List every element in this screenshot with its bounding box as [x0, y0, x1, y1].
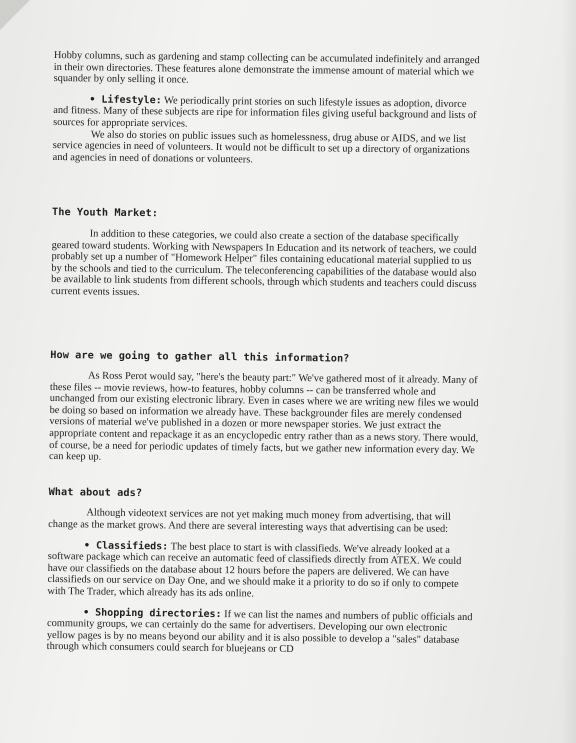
classifieds-text: The best place to start is with classifieds. We've already looked at a software package which can receive an automatic feed of classifieds directly from ATEX. We could have our classifieds on the database about 12 hours before the papers are delivered. We can have classifieds on our service on Day One, and we should make it a priority to do so if only to compete with The Trader, which already has its ads online. — [47, 541, 462, 600]
paragraph-classifieds — [47, 540, 478, 603]
page-content — [47, 50, 484, 658]
lifestyle-lead: • Lifestyle: — [89, 94, 162, 107]
paragraph-lifestyle — [53, 94, 483, 134]
paragraph-gather: As Ross Perot would say, "here's the beauty part:" We've gathered most of it already. Many of these files -- movie reviews, how-to features, hobby columns -- can be transferred whole and unchanged from our existing electronic library. Even in cases where we are writing new files we would be doing so based on information we already have. These backgrounder files are merely condensed versions of material we've published in a dozen or more newspaper stories. We just extract the appropriate content and repackage it as an encyclopedic entry rather than as a news story. There would, of course, be a need for periodic updates of timely facts, but we gather new information every day. We can keep up. — [48, 370, 479, 463]
paragraph-youth: In addition to these categories, we could also create a section of the database specifically geared toward students. Working with Newspapers In Education and its network of teachers, we could probably set up a number of "Homework Helper" files containing educational material supplied to us by the schools and tied to the curriculum. The teleconferencing capabilities of the database would also be available to link students from different schools, through which students and teachers could discuss current events issues. — [50, 228, 477, 298]
heading-youth-market: The Youth Market: — [51, 207, 159, 220]
shopping-lead: • Shopping directories: — [83, 606, 222, 620]
paragraph-shopping — [47, 607, 478, 659]
heading-gather-information: How are we going to gather all this information? — [50, 349, 350, 365]
shopping-text: If we can list the names and numbers of public officials and community groups, we can certainly do the same for advertisers. Developing our own electronic yellow pages is by no means beyond our ability and it is also possible to develop a "sales" database through which consumers could search for bluejeans or CD — [46, 608, 473, 656]
heading-ads: What about ads? — [48, 486, 143, 499]
classifieds-lead: • Classifieds: — [83, 540, 169, 553]
paragraph-public-issues: We also do stories on public issues such as homelessness, drug abuse or AIDS, and we list service agencies in need of volunteers. It would not be difficult to set up a directory of organizations and agencies in need of donations or volunteers. — [52, 129, 470, 166]
spacer — [50, 297, 481, 354]
page-corner-shadow — [0, 0, 30, 30]
paragraph-ads: Although videotext services are not yet making much money from advertising, that will change as the market grows. And there are several interesting ways that advertising can be used: — [48, 507, 451, 535]
lifestyle-text: We periodically print stories on such lifestyle issues as adoption, divorce and fitness. Many of these subjects are ripe for information files giving useful background and lists of sources for appropriate services. — [53, 95, 477, 130]
page-edge-shadow — [562, 0, 576, 743]
spacer — [52, 163, 483, 212]
paragraph-hobby: Hobby columns, such as gardening and stamp collecting can be accumulated indefinitely and arranged in their own directories. These features alone demonstrate the immense amount of material which we squander by only selling it once. — [53, 50, 480, 86]
